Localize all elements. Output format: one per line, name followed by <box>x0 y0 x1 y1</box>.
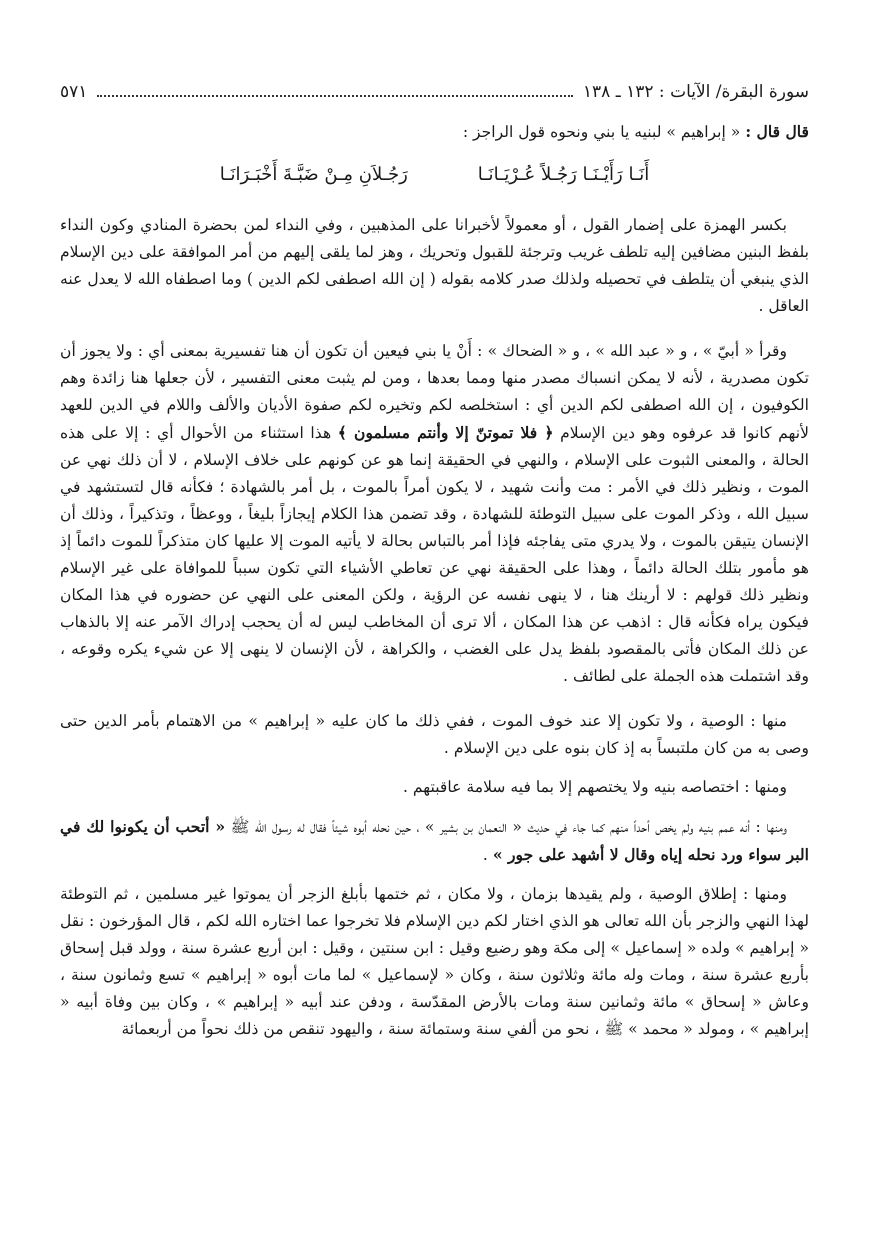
paragraph-reading-variant <box>60 338 809 690</box>
header-dotted-leader <box>97 94 573 97</box>
paragraph-reading-variant-part1: وقرأ « أبيّ » ، و « عبد الله » ، و « الضحاك » : أَنْ يا بني فيعين أن تكون أن هنا تفسيرية بمعنى أي : ولا يجوز أن تكون مصدرية ، لأنه لا يمكن انسباك مصدر منها ومما بعدها ، ومن لم يثبت معنى التفسير ، لأن جعلها هنا زائدة وهم الكوفيون ، إن الله اصطفى لكم الدين أي : استخلصه لكم وتخيره لكم صفوة الأديان والألف واللام في الدين للعهد لأنهم كانوا قد عرفوه وهو دين الإسلام <box>60 342 809 442</box>
verse-hemistich-right: أَنَـا رَأَيْـنَـا رَجُـلاً عُـرْيَـانَـا <box>477 164 650 185</box>
intro-line <box>60 118 809 146</box>
quran-quote: ﴿ فلا تموتنّ إلا وأنتم مسلمون ﴾ <box>337 423 554 442</box>
paragraph-hadith-end: . <box>482 846 488 864</box>
paragraph-grammar-note: بكسر الهمزة على إضمار القول ، أو معمولاً لأخبرانا على المذهبين ، وفي النداء لمن بحضرة المنادي وكون النداء بلفظ البنين مضافين إليه تلطف غريب وترجئة للقبول وتحريك ، وهز لما يلقى إليهم من أمر الموافقة على دين الإسلام الذي ينبغي أن يتلطف في تحصيله ولذلك صدر كلامه بقوله ( إن الله اصطفى لكم الدين ) وما اصطفاه الله لا يعدل عنه العاقل . <box>60 216 809 315</box>
intro-text: « إبراهيم » لبنيه يا بني ونحوه قول الراجز : <box>462 123 741 141</box>
page-number: ٥٧١ <box>60 82 88 102</box>
surah-verses-title: سورة البقرة/ الآيات : ١٣٢ ـ ١٣٨ <box>582 82 809 102</box>
running-header <box>60 82 809 108</box>
paragraph-will: منها : الوصية ، ولا تكون إلا عند خوف الموت ، ففي ذلك ما كان عليه « إبراهيم » من الاهتمام بأمر الدين حتى وصى به من كان ملتبساً به إذ كان بنوه على دين الإسلام . <box>60 712 809 757</box>
paragraph-reading-variant-part2: هذا استثناء من الأحوال أي : إلا على هذه الحالة ، والمعنى الثبوت على الإسلام ، والنهي في الحقيقة إنما هو عن كونهم على خلاف الإسلام ، لا أن ذلك نهي عن الموت ، ونظير ذلك في الأمر : مت وأنت شهيد ، لا يكون أمراً بالموت ، بل أمر بالشهادة ؛ فكأنه قال لتستشهد في سبيل الله ، وذكر الموت على سبيل التوطئة للشهادة ، وقد تضمن هذا الكلام إيجازاً بليغاً ، ووعظاً ، وتذكيراً ، وذلك أن الإنسان يتيقن بالموت ، ولا يدري متى يفاجئه فإذا أمر بالتباس بحالة لا يأتيه الموت إلا عليها كان متذكراً للموت دائماً إذ هو مأمور بتلك الحالة دائماً ، وهذا على الحقيقة نهي عن تعاطي الأشياء التي تكون سبباً للموافاة على غير الإسلام ونظير ذلك قولهم : لا أرينك هنا ، لا ينهى نفسه عن الرؤية ، ولكن المعنى على النهي عن حضوره في هذا المكان فيكون يراه فكأنه قال : اذهب عن هذا المكان ، ألا ترى أن المخاطب ليس له أن يحجب إدراك الآمر عنه إلا بالذهاب عن ذلك المكان فأتى بالمقصود بلفظ يدل على الغضب ، والكراهة ، لأن الإنسان لا ينهى إلا عن شيء يكره وقوعه ، وقد اشتملت هذه الجملة على لطائف . <box>60 424 809 685</box>
paragraph-specialization: ومنها : اختصاصه بنيه ولا يختصهم إلا بما فيه سلامة عاقبتهم . <box>403 778 787 796</box>
hadith-quote: « أتحب أن يكونوا لك في البر سواء ورد نحله إياه وقال لا أشهد على جور » <box>60 817 809 864</box>
intro-lead: قال قال : <box>745 122 809 141</box>
paragraph-hadith-part1: ومنها : أنه عمم بنيه ولم يخص أحداً منهم كما جاء في حديث « النعمان بن بشير » ، حين نحله أبوه شيئاً فقال له رسول الله ﷺ <box>230 818 787 836</box>
paragraph-hadith <box>60 813 809 869</box>
verse-hemistich-left: رَجُـلاَنِ مِـنْ ضَبَّـةَ أَخْبَـرَانَـا <box>219 164 408 185</box>
poetry-verse <box>60 160 809 190</box>
paragraph-historians: ومنها : إطلاق الوصية ، ولم يقيدها بزمان ، ولا مكان ، ثم ختمها بأبلغ الزجر أن يموتوا غير مسلمين ، ثم التوطئة لهذا النهي والزجر بأن الله تعالى هو الذي اختار لكم دين الإسلام فلا تخرجوا عما اختاره الله لكم ، قال المؤرخون : نقل « إبراهيم » ولده « إسماعيل » إلى مكة وهو رضيع وقيل : ابن سنتين ، وقيل : ابن أربع عشرة سنة ، وولد قبل إسحاق بأربع عشرة سنة ، ومات وله مائة وثلاثون سنة ، وكان « لإسماعيل » لما مات أبوه « إبراهيم » تسع وثمانون سنة ، وعاش « إسحاق » مائة وثمانين سنة ومات بالأرض المقدّسة ، ودفن عند أبيه « إبراهيم » ، وكان بين وفاة أبيه « إبراهيم » ، ومولد « محمد » ﷺ ، نحو من ألفي سنة وستمائة سنة ، واليهود تنقص من ذلك نحواً من أربعمائة <box>60 885 809 1038</box>
